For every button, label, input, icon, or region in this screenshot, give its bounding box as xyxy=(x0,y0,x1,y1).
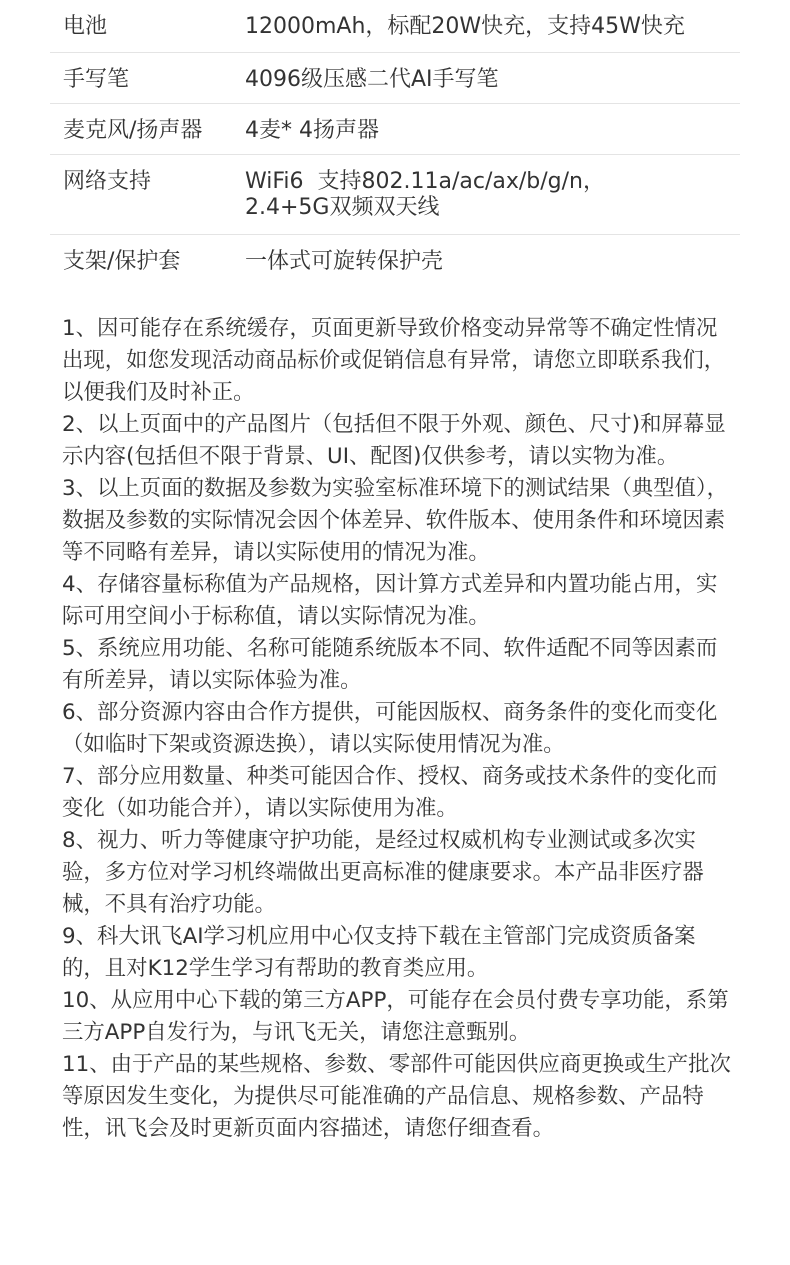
disclaimer-notes xyxy=(62,313,738,1145)
note-item: 1、因可能存在系统缓存，页面更新导致价格变动异常等不确定性情况出现，如您发现活动商品标价或促销信息有异常，请您立即联系我们，以便我们及时补正。 xyxy=(62,316,726,405)
spec-table xyxy=(50,0,740,289)
note-item: 11、由于产品的某些规格、参数、零部件可能因供应商更换或生产批次等原因发生变化，为提供尽可能准确的产品信息、规格参数、产品特性，讯飞会及时更新页面内容描述，请您仔细查看。 xyxy=(62,1052,731,1141)
note-item: 4、存储容量标称值为产品规格，因计算方式差异和内置功能占用，实际可用空间小于标称值，请以实际情况为准。 xyxy=(62,572,718,629)
spec-value: 4096级压感二代AI手写笔 xyxy=(245,67,499,92)
spec-row-audio xyxy=(50,104,740,155)
spec-value-line: WiFi6 支持802.11a/ac/ax/b/g/n， xyxy=(245,169,606,194)
spec-label: 麦克风/扬声器 xyxy=(63,118,203,143)
note-item: 10、从应用中心下载的第三方APP，可能存在会员付费专享功能，系第三方APP自发行为，与讯飞无关，请您注意甄别。 xyxy=(62,988,729,1045)
spec-row-case xyxy=(50,235,740,289)
spec-label: 网络支持 xyxy=(63,169,152,194)
spec-label: 支架/保护套 xyxy=(63,249,181,274)
note-item: 2、以上页面中的产品图片（包括但不限于外观、颜色、尺寸)和屏幕显示内容(包括但不限于背景、UI、配图)仅供参考，请以实物为准。 xyxy=(62,412,726,469)
spec-label: 电池 xyxy=(63,14,108,39)
spec-row-battery xyxy=(50,0,740,53)
spec-row-stylus xyxy=(50,53,740,104)
note-item: 7、部分应用数量、种类可能因合作、授权、商务或技术条件的变化而变化（如功能合并），请以实际使用为准。 xyxy=(62,764,718,821)
spec-row-network xyxy=(50,155,740,235)
note-item: 5、系统应用功能、名称可能随系统版本不同、软件适配不同等因素而有所差异，请以实际体验为准。 xyxy=(62,636,718,693)
note-item: 6、部分资源内容由合作方提供，可能因版权、商务条件的变化而变化（如临时下架或资源迭换），请以实际使用情况为准。 xyxy=(62,700,718,757)
spec-value: 12000mAh，标配20W快充，支持45W快充 xyxy=(245,14,685,39)
spec-value: 4麦* 4扬声器 xyxy=(245,118,379,143)
note-item: 3、以上页面的数据及参数为实验室标准环境下的测试结果（典型值），数据及参数的实际情况会因个体差异、软件版本、使用条件和环境因素等不同略有差异，请以实际使用的情况为准。 xyxy=(62,476,729,565)
spec-value-line: 2.4+5G双频双天线 xyxy=(245,195,440,220)
note-item: 9、科大讯飞AI学习机应用中心仅支持下载在主管部门完成资质备案的，且对K12学生学习有帮助的教育类应用。 xyxy=(62,924,696,981)
spec-value: 一体式可旋转保护壳 xyxy=(245,249,444,274)
spec-label: 手写笔 xyxy=(63,67,130,92)
spec-value xyxy=(245,155,605,234)
note-item: 8、视力、听力等健康守护功能，是经过权威机构专业测试或多次实验，多方位对学习机终端做出更高标准的健康要求。本产品非医疗器械，不具有治疗功能。 xyxy=(62,828,704,917)
